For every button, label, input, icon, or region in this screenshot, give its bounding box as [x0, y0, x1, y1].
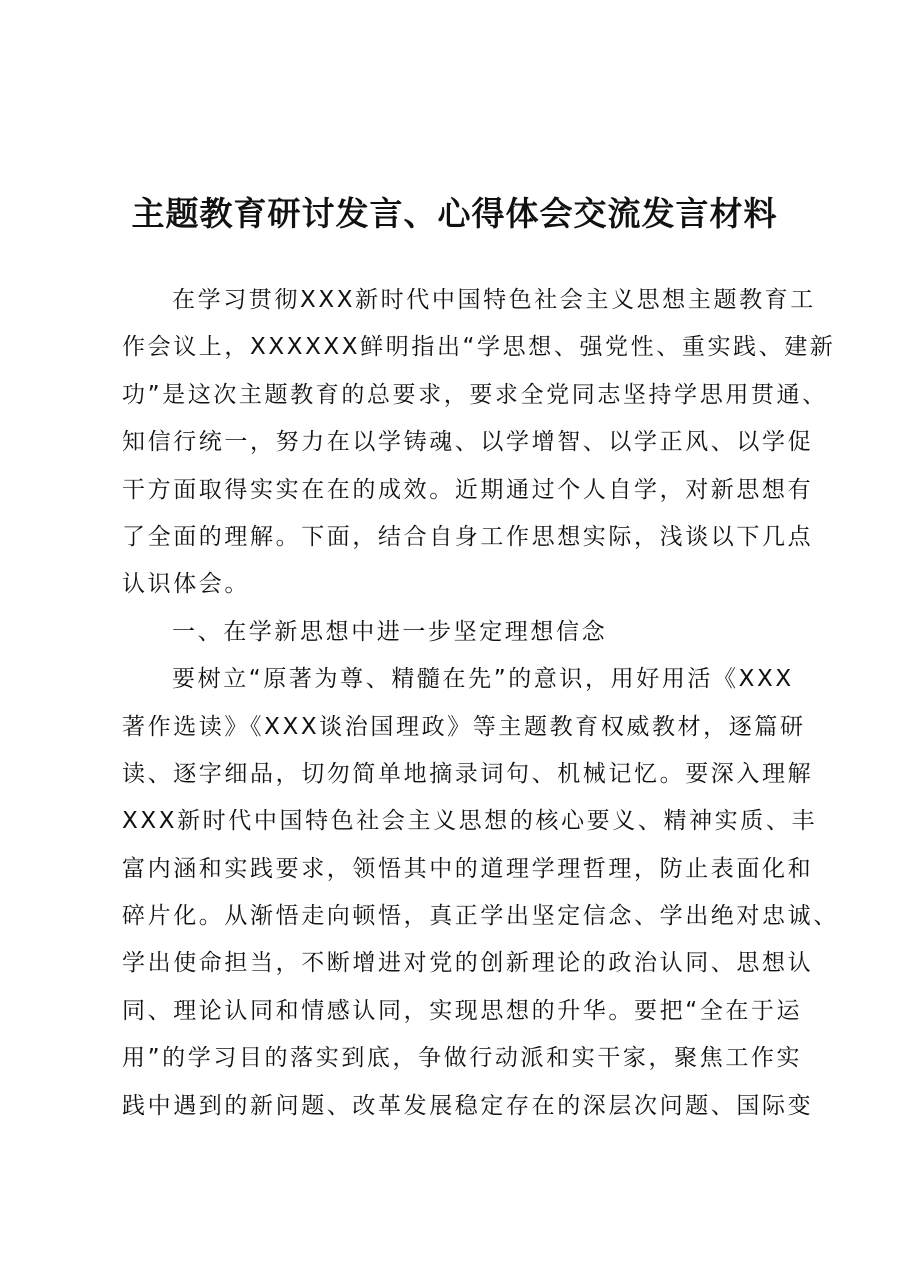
body-line: 了全面的理解。下面，结合自身工作思想实际，浅谈以下几点 [122, 523, 814, 550]
body-line: 认识体会。 [122, 571, 250, 598]
body-line: 作会议上，XXXXXX鲜明指出“学思想、强党性、重实践、建新 [122, 334, 836, 361]
body-line: 要树立“原著为尊、精髓在先”的意识，用好用活《XXX [172, 666, 794, 693]
body-line: 同、理论认同和情感认同，实现思想的升华。要把“全在于运 [122, 997, 803, 1024]
body-line: 碎片化。从渐悟走向顿悟，真正学出坚定信念、学出绝对忠诚、 [122, 903, 839, 930]
body-line: 功”是这次主题教育的总要求，要求全党同志坚持学思用贯通、 [122, 381, 828, 408]
body-line: 学出使命担当，不断增进对党的创新理论的政治认同、思想认 [122, 950, 814, 977]
body-line: 用”的学习目的落实到底，争做行动派和实干家，聚焦工作实 [122, 1045, 803, 1072]
document-body [122, 277, 839, 1130]
body-line: 在学习贯彻XXX新时代中国特色社会主义思想主题教育工 [172, 287, 816, 313]
section-heading: 一、在学新思想中进一步坚定理想信念 [172, 618, 608, 645]
body-line: 著作选读》《XXX谈治国理政》等主题教育权威教材，逐篇研 [122, 713, 806, 740]
body-line: 干方面取得实实在在的成效。近期通过个人自学，对新思想有 [122, 476, 814, 503]
body-line: XXX新时代中国特色社会主义思想的核心要义、精神实质、丰 [122, 808, 818, 835]
body-line: 知信行统一，努力在以学铸魂、以学增智、以学正风、以学促 [122, 429, 814, 456]
body-line: 读、逐字细品，切勿简单地摘录词句、机械记忆。要深入理解 [122, 760, 814, 787]
body-line: 富内涵和实践要求，领悟其中的道理学理哲理，防止表面化和 [122, 855, 814, 882]
body-line: 践中遇到的新问题、改革发展稳定存在的深层次问题、国际变 [122, 1092, 814, 1119]
document-title: 主题教育研讨发言、心得体会交流发言材料 [131, 194, 778, 233]
